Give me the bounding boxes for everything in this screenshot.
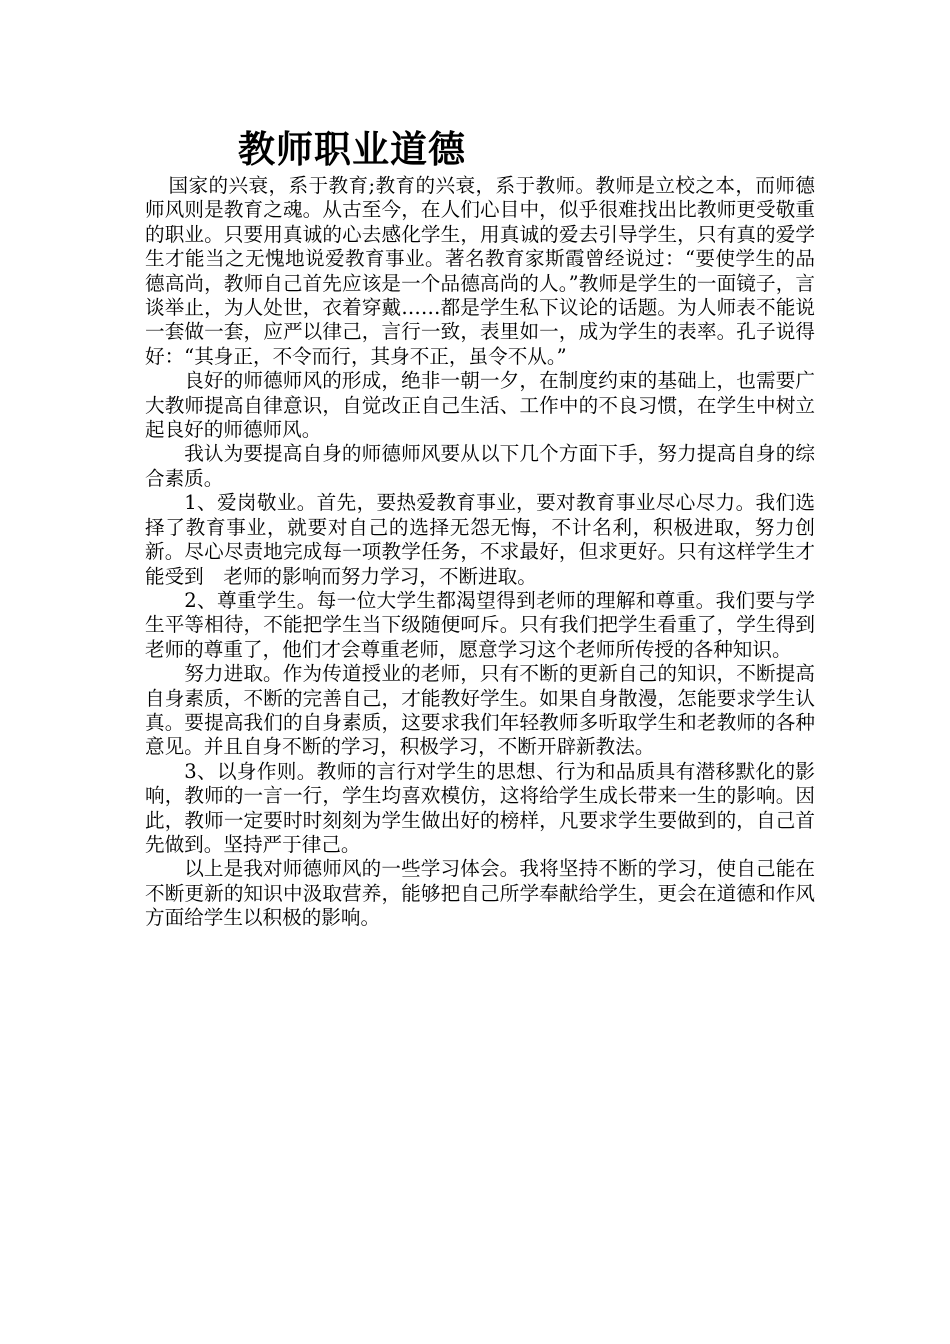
paragraph-respect: 2、尊重学生。每一位大学生都渴望得到老师的理解和尊重。我们要与学生平等相待，不能把学生当下级随便呵斥。只有我们把学生看重了，学生得到老师的尊重了，他们才会尊重老师，愿意学习这个老师所传授的各种知识。 [145, 588, 815, 661]
document-body [145, 174, 835, 931]
document-title: 教师职业道德 [238, 128, 466, 171]
paragraph-formation: 良好的师德师风的形成，绝非一朝一夕，在制度约束的基础上，也需要广大教师提高自律意识，自觉改正自己生活、工作中的不良习惯，在学生中树立起良好的师德师风。 [145, 369, 815, 442]
paragraph-progress: 努力进取。作为传道授业的老师，只有不断的更新自己的知识，不断提高自身素质，不断的完善自己，才能教好学生。如果自身散漫，怎能要求学生认真。要提高我们的自身素质，这要求我们年轻教师多听取学生和老教师的各种意见。并且自身不断的学习，积极学习，不断开辟新教法。 [145, 662, 815, 759]
paragraph-intro: 国家的兴衰，系于教育;教育的兴衰，系于教师。教师是立校之本，而师德师风则是教育之魂。从古至今，在人们心目中，似乎很难找出比教师更受敬重的职业。只要用真诚的心去感化学生，用真诚的爱去引导学生，只有真的爱学生才能当之无愧地说爱教育事业。著名教育家斯霞曾经说过：“要使学生的品德高尚，教师自己首先应该是一个品德高尚的人。”教师是学生的一面镜子，言谈举止，为人处世，衣着穿戴……都是学生私下议论的话题。为人师表不能说一套做一套，应严以律己，言行一致，表里如一，成为学生的表率。孔子说得好：“其身正，不令而行，其身不正，虽令不从。” [145, 174, 815, 368]
paragraph-dedication: 1、爱岗敬业。首先，要热爱教育事业，要对教育事业尽心尽力。我们选择了教育事业，就要对自己的选择无怨无悔，不计名利，积极进取，努力创新。尽心尽责地完成每一项教学任务，不求最好，但求更好。只有这样学生才 能受到 老师的影响而努力学习，不断进取。 [145, 491, 835, 588]
paragraph-conclusion: 以上是我对师德师风的一些学习体会。我将坚持不断的学习，使自己能在不断更新的知识中汲取营养，能够把自己所学奉献给学生，更会在道德和作风方面给学生以积极的影响。 [145, 857, 815, 930]
paragraph-example: 3、以身作则。教师的言行对学生的思想、行为和品质具有潜移默化的影响，教师的一言一行，学生均喜欢模仿，这将给学生成长带来一生的影响。因此，教师一定要时时刻刻为学生做出好的榜样，凡要求学生要做到的，自己首先做到。坚持严于律己。 [145, 759, 815, 856]
paragraph-aspects: 我认为要提高自身的师德师风要从以下几个方面下手，努力提高自身的综合素质。 [145, 442, 815, 490]
